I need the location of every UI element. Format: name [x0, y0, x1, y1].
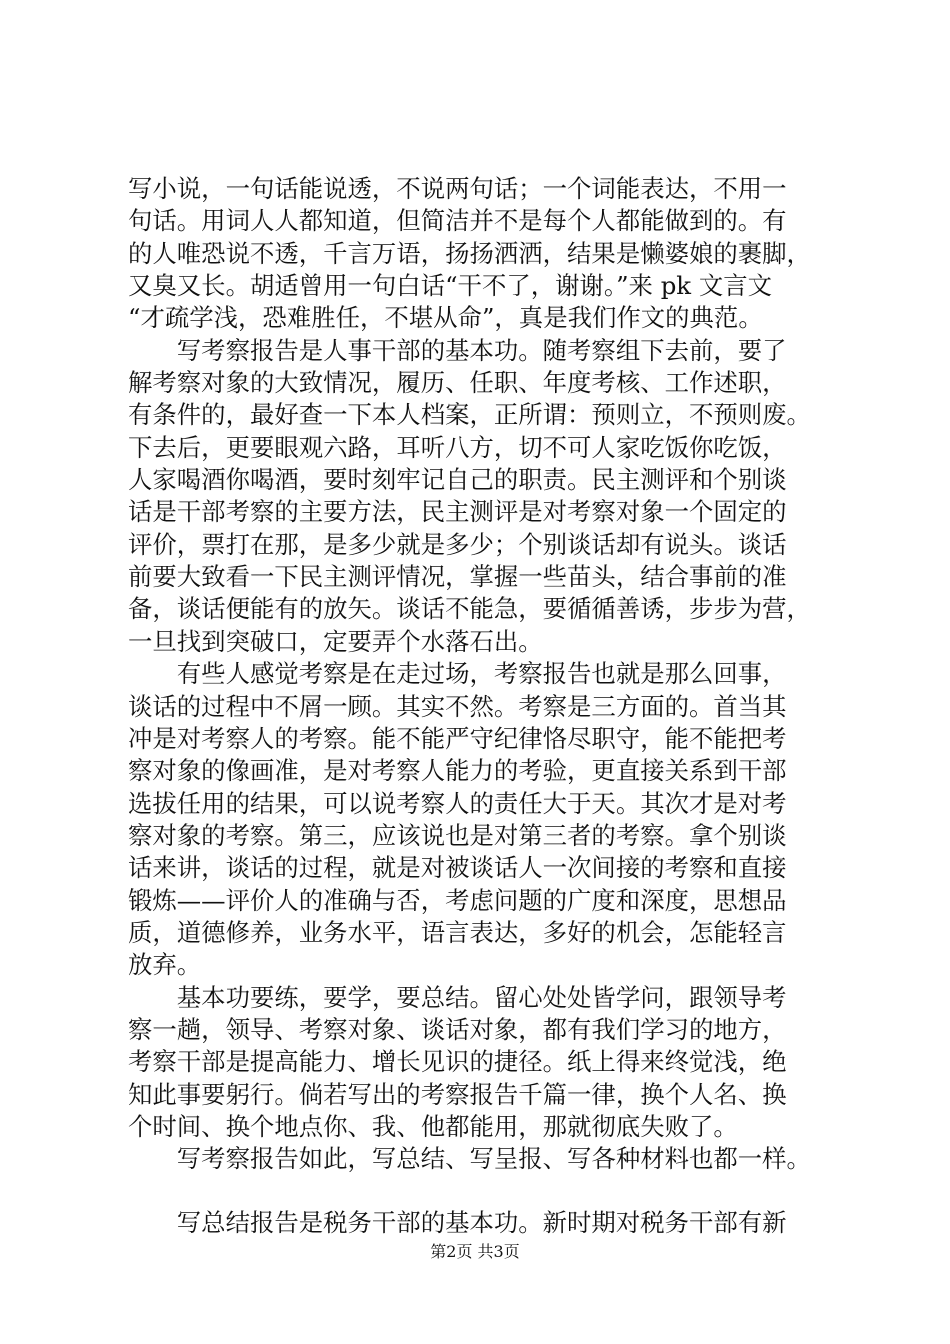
- paragraph-gap: [128, 1176, 848, 1207]
- page-footer: 第2页 共3页: [430, 1242, 520, 1261]
- text-line: 人家喝酒你喝酒，要时刻牢记自己的职责。民主测评和个别谈: [128, 465, 787, 495]
- text-block-next: [128, 1207, 848, 1239]
- text-line: 察对象的像画准，是对考察人能力的考验，更直接关系到干部: [128, 756, 787, 786]
- text-line: 谈话的过程中不屑一顾。其实不然。考察是三方面的。首当其: [128, 691, 787, 721]
- text-line: 一旦找到突破口，定要弄个水落石出。: [128, 626, 543, 656]
- text-line: 放弃。: [128, 950, 202, 980]
- text-line: 冲是对考察人的考察。能不能严守纪律恪尽职守，能不能把考: [128, 723, 787, 753]
- text-line: 察一趟，领导、考察对象、谈话对象，都有我们学习的地方，: [128, 1014, 787, 1044]
- text-line: 个时间、换个地点你、我、他都能用，那就彻底失败了。: [128, 1111, 738, 1141]
- text-line: 知此事要躬行。倘若写出的考察报告千篇一律，换个人名、换: [128, 1079, 787, 1109]
- text-line: 解考察对象的大致情况，履历、任职、年度考核、工作述职，: [128, 368, 787, 398]
- text-line: 察对象的考察。第三，应该说也是对第三者的考察。拿个别谈: [128, 820, 787, 850]
- text-line: 有些人感觉考察是在走过场，考察报告也就是那么回事，: [128, 659, 787, 689]
- text-line: 有条件的，最好查一下本人档案，正所谓：预则立，不预则废。: [128, 400, 811, 430]
- text-line: 前要大致看一下民主测评情况，掌握一些苗头，结合事前的准: [128, 562, 787, 592]
- text-line: 下去后，更要眼观六路，耳听八方，切不可人家吃饭你吃饭，: [128, 432, 787, 462]
- text-line: 写考察报告如此，写总结、写呈报、写各种材料也都一样。: [128, 1144, 811, 1174]
- text-line: 基本功要练，要学，要总结。留心处处皆学问，跟领导考: [128, 982, 787, 1012]
- text-line: 质，道德修养，业务水平，语言表达，多好的机会，怎能轻言: [128, 917, 787, 947]
- text-block-main: [128, 173, 848, 1176]
- text-line: 又臭又长。胡适曾用一句白话“干不了，谢谢。”来 pk 文言文: [128, 271, 773, 301]
- text-line: 锻炼——评价人的准确与否，考虑问题的广度和深度，思想品: [128, 885, 787, 915]
- text-line: 话是干部考察的主要方法，民主测评是对考察对象一个固定的: [128, 497, 787, 527]
- text-line: 考察干部是提高能力、增长见识的捷径。纸上得来终觉浅，绝: [128, 1047, 787, 1077]
- text-line: 写总结报告是税务干部的基本功。新时期对税务干部有新: [128, 1207, 787, 1237]
- text-line: “才疏学浅，恐难胜任，不堪从命”，真是我们作文的典范。: [128, 303, 763, 333]
- text-line: 句话。用词人人都知道，但简洁并不是每个人都能做到的。有: [128, 206, 787, 236]
- text-line: 评价，票打在那，是多少就是多少；个别谈话却有说头。谈话: [128, 529, 787, 559]
- text-line: 选拔任用的结果，可以说考察人的责任大于天。其次才是对考: [128, 788, 787, 818]
- text-line: 话来讲，谈话的过程，就是对被谈话人一次间接的考察和直接: [128, 853, 787, 883]
- text-line: 的人唯恐说不透，千言万语，扬扬洒洒，结果是懒婆娘的裹脚，: [128, 238, 811, 268]
- text-line: 写小说，一句话能说透，不说两句话；一个词能表达，不用一: [128, 174, 787, 203]
- text-line: 备，谈话便能有的放矢。谈话不能急，要循循善诱，步步为营，: [128, 594, 811, 624]
- body-text: [128, 173, 848, 1239]
- text-line: 写考察报告是人事干部的基本功。随考察组下去前，要了: [128, 335, 787, 365]
